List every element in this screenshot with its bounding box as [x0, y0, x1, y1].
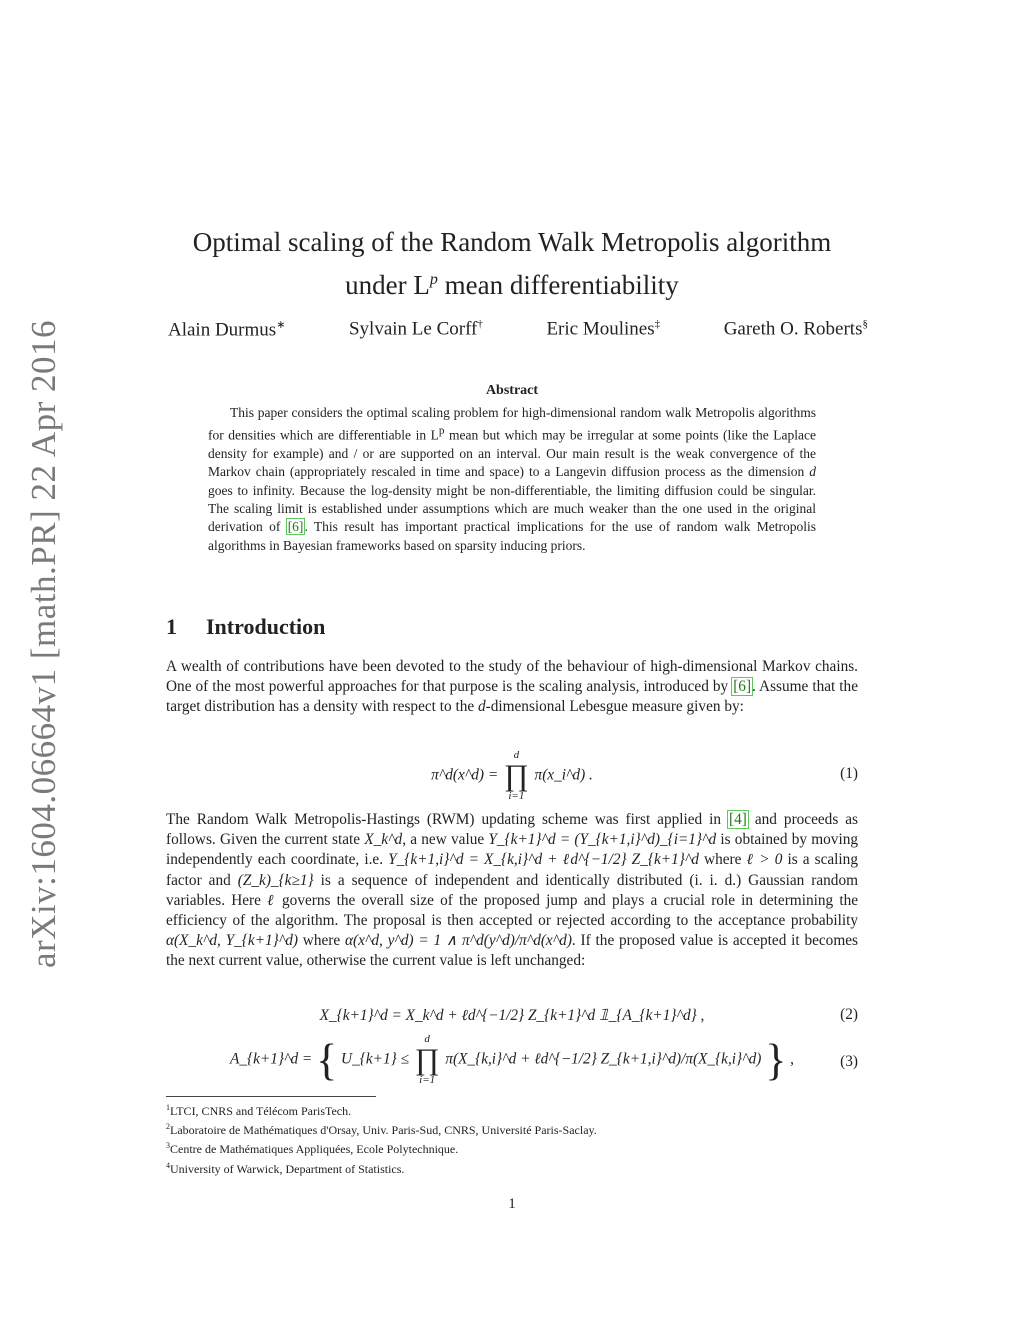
- footnote: $^4$University of Warwick, Department of Statistics.: [166, 1160, 405, 1176]
- footnote-divider: [166, 1096, 376, 1097]
- intro-paragraph-2: The Random Walk Metropolis-Hastings (RWM) updating scheme was first applied in [4] and proceeds as follows. Given the current state X_k^d, a new value Y_{k+1}^d = (Y_{k+1,i}^d)_{i=1}^d is obtained by moving independently each coordinate, i.e. Y_{k+1,i}^d = X_{k,i}^d + ℓd^{−1/2} Z_{k+1}^d where ℓ > 0 is a scaling factor and (Z_k)_{k≥1} is a sequence of independent and identically distributed (i. i. d.) Gaussian random variables. Here ℓ governs the overall size of the proposed jump and plays a crucial role in determining the efficiency of the algorithm. The proposal is then accepted or rejected according to the acceptance probability α(X_k^d, Y_{k+1}^d) where α(x^d, y^d) = 1 ∧ π^d(y^d)/π^d(x^d). If the proposed value is accepted it becomes the next current value, otherwise the current value is left unchanged:: [166, 811, 859, 970]
- equation-1: π^d(x^d) = d ∏ i=1 π(x_i^d) . (1): [431, 749, 858, 802]
- paper-title: [120, 224, 904, 304]
- equation-3: A_{k+1}^d = { U_{k+1} ≤ d ∏ i=1 π(X_{k,i}^d + ℓd^{−1/2} Z_{k+1,i}^d)/π(X_{k,i}^d) } , (3): [230, 1033, 858, 1086]
- abstract-body: This paper considers the optimal scaling problem for high-dimensional random walk Metropolis algorithms for densities which are differentiable in $L^p$ mean but which may be irregular at some points (like the Laplace density for example) and / or are supported on an interval. Our main result is the weak convergence of the Markov chain (appropriately rescaled in time and space) to a Langevin diffusion process as the dimension d goes to infinity. Because the log-density might be non-differentiable, the limiting diffusion could be singular. The scaling limit is established under assumptions which are much weaker than the one used in the original derivation of [6]. This result has important practical implications for the use of random walk Metropolis algorithms in Bayesian frameworks based on sparsity inducing priors.: [208, 405, 816, 553]
- footnotes: [166, 1100, 858, 1177]
- equation-number: (1): [840, 765, 858, 782]
- author: Eric Moulines‡: [546, 318, 661, 340]
- citation-link[interactable]: [6]: [287, 519, 304, 535]
- citation-link[interactable]: [4]: [729, 811, 747, 828]
- citation-link[interactable]: [6]: [733, 678, 752, 696]
- footnote: $^3$Centre de Mathématiques Appliquées, Ecole Polytechnique.: [166, 1141, 459, 1157]
- product-symbol: d ∏ i=1: [414, 1033, 440, 1086]
- author: Gareth O. Roberts§: [723, 318, 868, 340]
- arxiv-identifier: arXiv:1604.06664v1 [math.PR] 22 Apr 2016: [24, 319, 63, 969]
- equation-2: X_{k+1}^d = X_k^d + ℓd^{−1/2} Z_{k+1}^d 𝟙_{A_{k+1}^d} , (2): [319, 1006, 858, 1024]
- equation-number: (2): [840, 1006, 858, 1023]
- equation-number: (3): [840, 1053, 858, 1070]
- section-heading: [166, 614, 325, 640]
- page-number: 1: [508, 1196, 516, 1212]
- title-line-2: under $L^p$ mean differentiability: [345, 270, 679, 300]
- author: Alain Durmus∗: [168, 319, 286, 341]
- title-line-1: Optimal scaling of the Random Walk Metropolis algorithm: [192, 227, 832, 257]
- footnote: $^2$Laboratoire de Mathématiques d'Orsay, Univ. Paris-Sud, CNRS, Université Paris-Saclay.: [166, 1122, 597, 1138]
- product-symbol: d ∏ i=1: [504, 749, 529, 802]
- author: Sylvain Le Corff†: [348, 318, 483, 340]
- section-number: 1: [166, 614, 177, 639]
- author-list: [168, 318, 868, 341]
- section-title: Introduction: [206, 614, 326, 639]
- footnote: $^1$LTCI, CNRS and Télécom ParisTech.: [166, 1103, 352, 1118]
- intro-paragraph-1: A wealth of contributions have been devoted to the study of the behaviour of high-dimensional Markov chains. One of the most powerful approaches for that purpose is the scaling analysis, introduced by [6]. Assume that the target distribution has a density with respect to the d-dimensional Lebesgue measure given by:: [166, 658, 858, 716]
- abstract-heading: Abstract: [485, 383, 539, 398]
